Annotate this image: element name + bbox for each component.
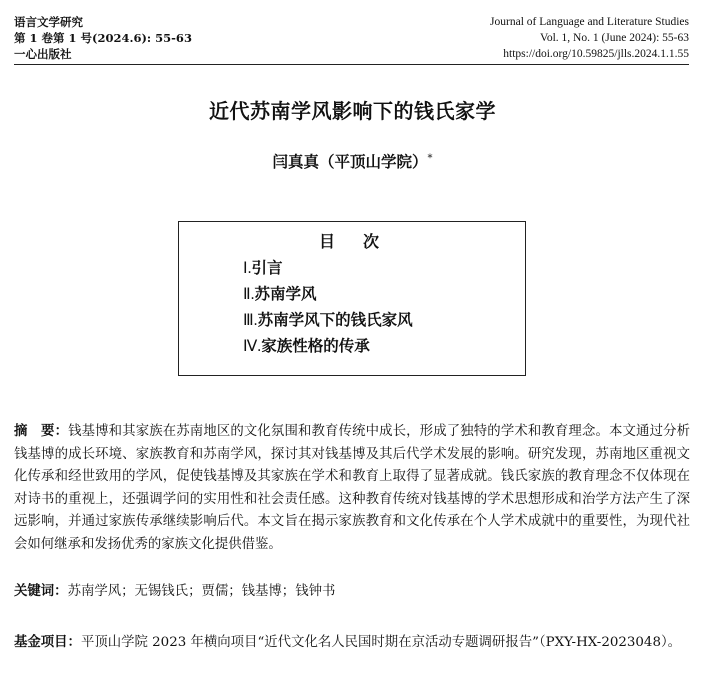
publisher-cn: 一心出版社 (14, 47, 72, 61)
toc-item[interactable] (243, 256, 282, 278)
fund-text: 平顶山学院 2023 年横向项目“近代文化名人民国时期在京活动专题调研报告”（PXY-HX-2023048）。 (80, 635, 682, 650)
abstract-label: 摘 要： (14, 423, 69, 439)
toc-item-number: Ⅲ. (243, 312, 258, 329)
keywords-label: 关键词： (14, 583, 68, 599)
fund-label: 基金项目： (14, 634, 81, 650)
issue-info-en: Vol. 1, No. 1 (June 2024): 55-63 (540, 32, 689, 44)
abstract (14, 420, 690, 557)
toc-item[interactable] (243, 334, 370, 356)
toc-item-number: Ⅱ. (243, 286, 255, 303)
header-divider (14, 64, 689, 65)
toc-item-label: 苏南学风下的钱氏家风 (257, 310, 413, 329)
toc-item-label: 家族性格的传承 (261, 336, 370, 355)
toc-item-number: Ⅳ. (243, 338, 262, 355)
journal-header-cn (14, 14, 192, 62)
author-footnote-mark: * (427, 152, 433, 164)
abstract-text: 钱基博和其家族在苏南地区的文化氛围和教育传统中成长，形成了独特的学术和教育理念。本文通过分析钱基博的成长环境、家族教育和苏南学风，探讨其对钱基博及其后代学术发展的影响。研究发现，苏南地区重视文化传承和经世致用的学风，促使钱基博及其家族在学术和教育上取得了显著成就。钱氏家族的教育理念不仅体现在对诗书的重视上，还强调学问的实用性和社会责任感。这种教育传统对钱基博的学术思想形成和治学方法产生了深远影响，并通过家族传承继续影响后代。本文旨在揭示家族教育和文化传承在个人学术成就中的重要性，为现代社会如何继承和发扬优秀的家族文化提供借鉴。 (14, 424, 690, 552)
toc-item-label: 苏南学风 (254, 284, 317, 303)
toc-item-label: 引言 (251, 258, 283, 277)
doi-link[interactable]: https://doi.org/10.59825/jlls.2024.1.1.55 (503, 48, 689, 60)
author-line (0, 150, 705, 172)
toc-item-number: Ⅰ. (243, 260, 252, 277)
fund-project (14, 631, 690, 655)
keywords-text: 苏南学风；无锡钱氏；贾儒；钱基博；钱钟书 (67, 584, 336, 599)
paper-title: 近代苏南学风影响下的钱氏家学 (209, 99, 496, 123)
table-of-contents (178, 221, 526, 376)
journal-name-en: Journal of Language and Literature Studies (490, 16, 689, 28)
journal-name-cn: 语言文学研究 (14, 15, 83, 29)
keywords (14, 580, 335, 603)
author-name: 闫真真（平顶山学院） (272, 152, 428, 171)
toc-item[interactable] (243, 282, 317, 304)
toc-heading: 目 次 (318, 232, 385, 251)
journal-header-en (490, 14, 689, 62)
toc-item[interactable] (243, 308, 413, 330)
issue-info-cn: 第 1 卷第 1 号(2024.6): 55-63 (14, 31, 192, 45)
